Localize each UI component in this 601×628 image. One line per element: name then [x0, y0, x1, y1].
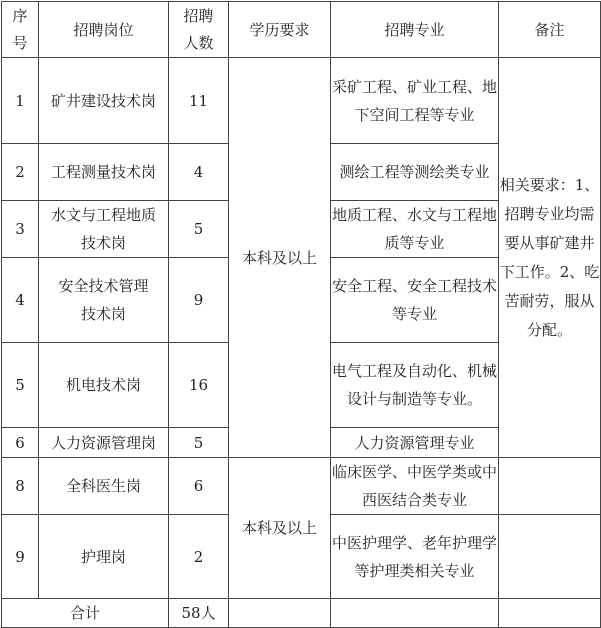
row-count: 16: [169, 343, 229, 428]
row-seq: 3: [2, 201, 39, 258]
row-position: 人力资源管理岗: [39, 428, 169, 458]
header-education: 学历要求: [229, 2, 331, 58]
row-major: 电气工程及自动化、机械设计与制造等专业。: [331, 343, 499, 428]
header-seq-text: 序号: [12, 6, 28, 52]
row-major: 采矿工程、矿业工程、地下空间工程等专业: [331, 58, 499, 144]
note-empty-cell: [499, 515, 601, 599]
note-cell: [499, 58, 601, 458]
header-count-text: 招聘人数: [183, 6, 214, 52]
header-count: [169, 2, 229, 58]
header-row: [2, 2, 601, 58]
row-major: 中医护理学、老年护理学等护理类相关专业: [331, 515, 499, 599]
total-count: 58人: [169, 599, 229, 628]
education-cell-group-2: 本科及以上: [229, 458, 331, 599]
row-position-text: 安全技术管理技术岗: [58, 277, 149, 323]
row-position: 机电技术岗: [39, 343, 169, 428]
row-count: 5: [169, 201, 229, 258]
row-count: 4: [169, 144, 229, 201]
row-seq: 6: [2, 428, 39, 458]
row-count: 2: [169, 515, 229, 599]
row-major: 测绘工程等测绘类专业: [331, 144, 499, 201]
header-note: 备注: [499, 2, 601, 58]
total-empty-major: [331, 599, 499, 628]
row-position-text: 水文与工程地质技术岗: [50, 206, 156, 252]
row-seq: 4: [2, 258, 39, 343]
total-row: [2, 599, 601, 628]
row-seq: 5: [2, 343, 39, 428]
header-position: 招聘岗位: [39, 2, 169, 58]
table-row: [2, 458, 601, 515]
table-row: [2, 58, 601, 144]
row-position: 矿井建设技术岗: [39, 58, 169, 144]
row-position: 护理岗: [39, 515, 169, 599]
education-cell-group-1: 本科及以上: [229, 58, 331, 458]
row-position: 工程测量技术岗: [39, 144, 169, 201]
total-empty-note: [499, 599, 601, 628]
row-major: 地质工程、水文与工程地质等专业: [331, 201, 499, 258]
recruitment-table: [1, 1, 601, 628]
total-empty-education: [229, 599, 331, 628]
row-count: 6: [169, 458, 229, 515]
row-position: 全科医生岗: [39, 458, 169, 515]
total-label: 合计: [2, 599, 169, 628]
row-count: 5: [169, 428, 229, 458]
row-major: 人力资源管理专业: [331, 428, 499, 458]
row-major: 安全工程、安全工程技术等专业: [331, 258, 499, 343]
note-text: 相关要求：1、招聘专业均需要从事矿建井下工作。2、吃苦耐劳，服从分配。: [499, 175, 600, 339]
row-seq: 1: [2, 58, 39, 144]
row-seq: 8: [2, 458, 39, 515]
row-major: 临床医学、中医学类或中西医结合类专业: [331, 458, 499, 515]
header-major: 招聘专业: [331, 2, 499, 58]
row-seq: 9: [2, 515, 39, 599]
header-seq: [2, 2, 39, 58]
row-position: [39, 201, 169, 258]
row-seq: 2: [2, 144, 39, 201]
row-position: [39, 258, 169, 343]
row-count: 11: [169, 58, 229, 144]
note-empty-cell: [499, 458, 601, 515]
row-count: 9: [169, 258, 229, 343]
